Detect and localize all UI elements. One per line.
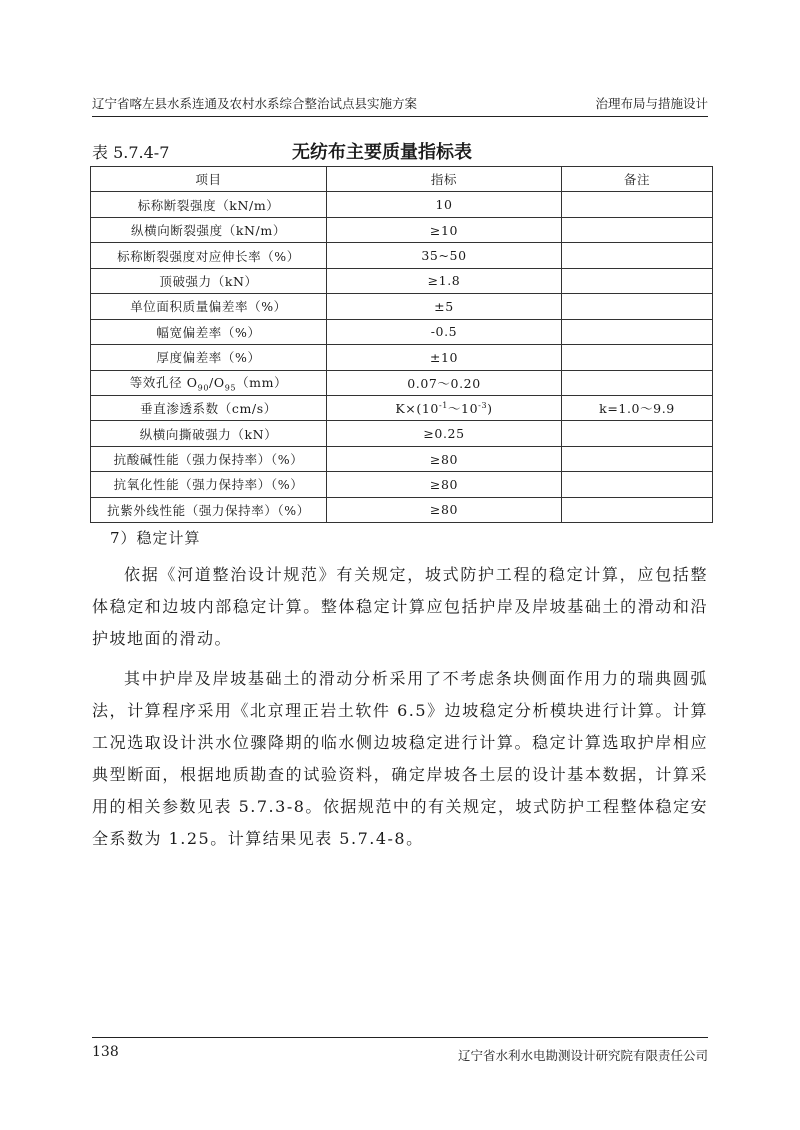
value-cell: -0.5 <box>327 319 562 344</box>
item-cell: 纵横向断裂强度（kN/m） <box>91 217 327 242</box>
value-text: K×(10 <box>395 401 439 417</box>
body-paragraph: 依据《河道整治设计规范》有关规定，坡式防护工程的稳定计算，应包括整体稳定和边坡内部稳定计算。整体稳定计算应包括护岸及岸坡基础土的滑动和沿护坡地面的滑动。 <box>92 565 708 648</box>
header-document-title: 辽宁省喀左县水系连通及农村水系综合整治试点县实施方案 <box>92 96 418 111</box>
item-cell: 标称断裂强度（kN/m） <box>91 192 327 217</box>
table-row <box>91 294 713 319</box>
header-note: 备注 <box>562 167 713 192</box>
note-cell <box>562 268 713 293</box>
value-cell: ±5 <box>327 294 562 319</box>
value-cell: ≥80 <box>327 446 562 471</box>
value-cell: ≥80 <box>327 472 562 497</box>
header-chapter-title: 治理布局与措施设计 <box>595 96 708 111</box>
note-cell <box>562 294 713 319</box>
note-cell <box>562 243 713 268</box>
superscript: -1 <box>438 401 448 410</box>
page-number: 138 <box>92 1044 119 1060</box>
table-title: 无纺布主要质量指标表 <box>292 142 472 163</box>
item-text: 等效孔径 O <box>129 374 198 390</box>
note-cell <box>562 472 713 497</box>
body-paragraph: 其中护岸及岸坡基础土的滑动分析采用了不考虑条块侧面作用力的瑞典圆弧法，计算程序采用《北京理正岩土软件 6.5》边坡稳定分析模块进行计算。计算工况选取设计洪水位骤降期的临水侧边坡稳定进行计算。稳定计算选取护岸相应典型断面，根据地质勘查的试验资料，确定岸坡各土层的设计基本数据，计算采用的相关参数见表 5.7.3-8。依据规范中的有关规定，坡式防护工程整体稳定安全系数为 1.25。计算结果见表 5.7.4-8。 <box>92 669 708 848</box>
table-row <box>91 472 713 497</box>
item-cell: 抗酸碱性能（强力保持率）（%） <box>91 446 327 471</box>
value-cell <box>327 395 562 420</box>
item-cell: 厚度偏差率（%） <box>91 345 327 370</box>
item-cell: 标称断裂强度对应伸长率（%） <box>91 243 327 268</box>
body-content <box>92 525 708 855</box>
section-heading: 7）稳定计算 <box>110 529 201 547</box>
table-row <box>91 446 713 471</box>
table-row <box>91 268 713 293</box>
page-header <box>92 94 708 117</box>
item-cell: 抗氧化性能（强力保持率）（%） <box>91 472 327 497</box>
value-cell: ≥80 <box>327 497 562 522</box>
value-text: ～10 <box>447 401 479 417</box>
value-text: ) <box>487 401 493 417</box>
item-cell: 顶破强力（kN） <box>91 268 327 293</box>
table-number: 表 5.7.4-7 <box>92 143 170 162</box>
item-cell: 幅宽偏差率（%） <box>91 319 327 344</box>
table-row <box>91 217 713 242</box>
item-cell: 单位面积质量偏差率（%） <box>91 294 327 319</box>
value-cell: 35~50 <box>327 243 562 268</box>
item-cell: 垂直渗透系数（cm/s） <box>91 395 327 420</box>
note-cell <box>562 497 713 522</box>
note-cell: k=1.0～9.9 <box>562 395 713 420</box>
table-caption <box>92 140 708 164</box>
subscript: 95 <box>224 383 237 393</box>
value-cell: ≥1.8 <box>327 268 562 293</box>
item-cell: 抗紫外线性能（强力保持率）（%） <box>91 497 327 522</box>
value-cell: ±10 <box>327 345 562 370</box>
quality-index-table <box>90 166 713 523</box>
note-cell <box>562 421 713 446</box>
table-row <box>91 395 713 420</box>
item-cell: 纵横向撕破强力（kN） <box>91 421 327 446</box>
table-header-row <box>91 167 713 192</box>
table-row <box>91 497 713 522</box>
superscript: -3 <box>478 401 488 410</box>
footer-organization: 辽宁省水利水电勘测设计研究院有限责任公司 <box>457 1048 708 1063</box>
header-item: 项目 <box>91 167 327 192</box>
value-cell: ≥10 <box>327 217 562 242</box>
value-cell: 10 <box>327 192 562 217</box>
table-row <box>91 370 713 395</box>
table-row <box>91 345 713 370</box>
note-cell <box>562 446 713 471</box>
note-cell <box>562 370 713 395</box>
item-cell <box>91 370 327 395</box>
table-row <box>91 319 713 344</box>
table-row <box>91 243 713 268</box>
table-row <box>91 192 713 217</box>
item-text: /O <box>209 374 225 390</box>
table-row <box>91 421 713 446</box>
note-cell <box>562 192 713 217</box>
header-value: 指标 <box>327 167 562 192</box>
note-cell <box>562 345 713 370</box>
value-cell: ≥0.25 <box>327 421 562 446</box>
note-cell <box>562 319 713 344</box>
value-cell: 0.07～0.20 <box>327 370 562 395</box>
subscript: 90 <box>197 383 210 393</box>
page-footer <box>92 1037 708 1062</box>
note-cell <box>562 217 713 242</box>
item-text: （mm） <box>236 374 288 390</box>
